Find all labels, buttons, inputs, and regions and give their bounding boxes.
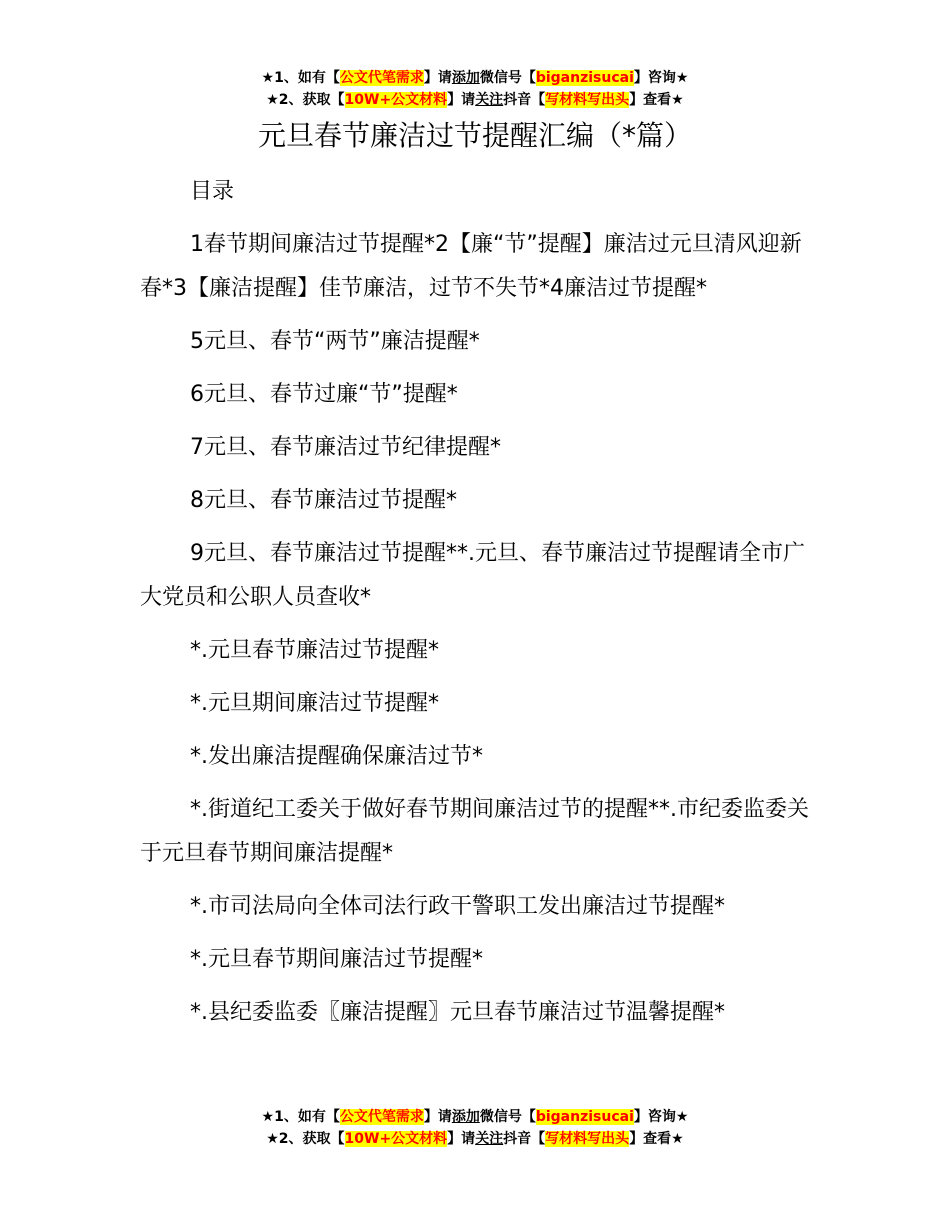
footer-notice — [0, 1106, 950, 1150]
highlight-service: 公文代笔需求 — [339, 70, 424, 86]
toc-item: *.元旦春节廉洁过节提醒* — [190, 638, 439, 663]
toc-item: *.发出廉洁提醒确保廉洁过节* — [190, 744, 483, 769]
notice-line-1: ★1、如有【公文代笔需求】请添加微信号【biganzisucai】咨询★ — [261, 70, 689, 86]
notice-line-2: ★2、获取【10W+公文材料】请关注抖音【写材料写出头】查看★ — [266, 1131, 684, 1147]
toc-item: *.市司法局向全体司法行政干警职工发出廉洁过节提醒* — [190, 894, 725, 919]
document-title: 元旦春节廉洁过节提醒汇编（*篇） — [257, 119, 692, 152]
toc-item: *.元旦春节期间廉洁过节提醒* — [190, 947, 483, 972]
toc-item: 8元旦、春节廉洁过节提醒* — [190, 488, 457, 513]
toc-item: *.元旦期间廉洁过节提醒* — [190, 691, 439, 716]
toc-item: *.县纪委监委〖廉洁提醒〗元旦春节廉洁过节温馨提醒* — [190, 1000, 725, 1025]
highlight-douyin-account: 写材料写出头 — [545, 1131, 630, 1147]
toc-item: 6元旦、春节过廉“节”提醒* — [190, 382, 458, 407]
highlight-douyin-account: 写材料写出头 — [545, 92, 630, 108]
header-notice — [0, 67, 950, 111]
highlight-materials: 10W+公文材料 — [344, 1131, 448, 1147]
toc-item: 5元旦、春节“两节”廉洁提醒* — [190, 329, 480, 354]
toc-heading: 目录 — [190, 179, 235, 204]
highlight-service: 公文代笔需求 — [339, 1109, 424, 1125]
toc-item: *.街道纪工委关于做好春节期间廉洁过节的提醒**.市纪委监委关于元旦春节期间廉洁提醒* — [140, 797, 809, 866]
toc-item: 1春节期间廉洁过节提醒*2【廉“节”提醒】廉洁过元旦清风迎新春*3【廉洁提醒】佳节廉洁，过节不失节*4廉洁过节提醒* — [140, 232, 802, 301]
highlight-materials: 10W+公文材料 — [344, 92, 448, 108]
toc-item: 9元旦、春节廉洁过节提醒**.元旦、春节廉洁过节提醒请全市广大党员和公职人员查收* — [140, 541, 805, 610]
toc-item: 7元旦、春节廉洁过节纪律提醒* — [190, 435, 501, 460]
notice-line-1: ★1、如有【公文代笔需求】请添加微信号【biganzisucai】咨询★ — [261, 1109, 689, 1125]
document-body — [140, 170, 812, 1044]
highlight-wechat-id: biganzisucai — [535, 70, 634, 86]
highlight-wechat-id: biganzisucai — [535, 1109, 634, 1125]
notice-line-2: ★2、获取【10W+公文材料】请关注抖音【写材料写出头】查看★ — [266, 92, 684, 108]
